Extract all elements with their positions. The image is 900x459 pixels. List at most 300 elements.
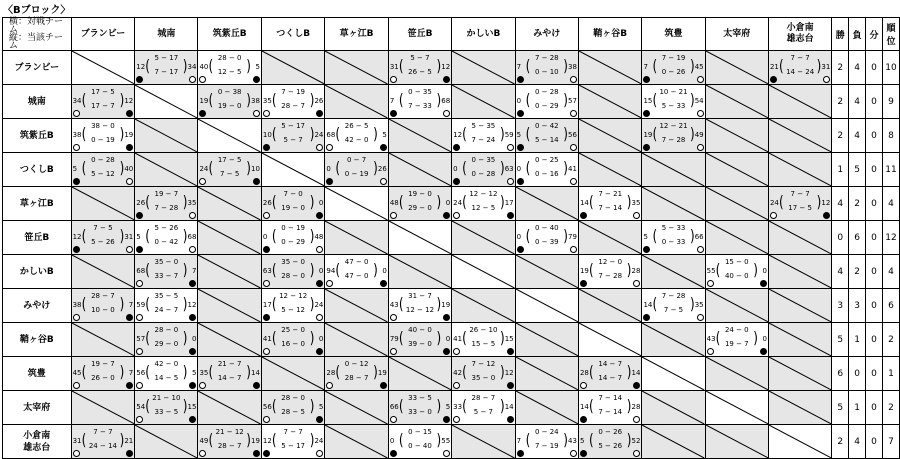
- match-cell: [705, 323, 768, 357]
- empty-cell: [388, 153, 451, 187]
- stat-cell: 0: [832, 221, 849, 255]
- bracket-left-icon: (: [652, 226, 658, 246]
- half-score-first: 19 − 7: [91, 360, 115, 368]
- stat-cell: 2: [882, 391, 899, 425]
- bracket-right-icon: ): [119, 362, 125, 382]
- score-right: 0: [445, 335, 451, 343]
- bracket-left-icon: (: [462, 396, 467, 416]
- score-left: 56: [136, 369, 146, 377]
- empty-cell: [452, 221, 515, 255]
- half-score-second: 33 − 7: [154, 272, 179, 280]
- bracket-right-icon: ): [753, 328, 758, 348]
- score-right: 7: [128, 369, 134, 377]
- half-score-second: 0 − 42: [154, 238, 179, 246]
- half-score-second: 17 − 5: [788, 204, 812, 212]
- score-right: 43: [568, 437, 577, 445]
- diagonal-line: [706, 187, 768, 220]
- half-score-second: 28 − 0: [281, 272, 305, 280]
- bracket-left-icon: (: [145, 294, 150, 314]
- score-right: 12: [821, 199, 831, 207]
- win-circle-icon: [697, 76, 704, 83]
- win-circle-icon: [316, 314, 323, 321]
- bracket-left-icon: (: [715, 328, 721, 348]
- score-left: 12: [72, 233, 82, 241]
- empty-cell: [768, 323, 831, 357]
- score-left: 24: [453, 199, 463, 207]
- score-left: 33: [453, 403, 463, 411]
- win-circle-icon: [823, 76, 830, 83]
- diagonal-line: [706, 357, 768, 390]
- win-circle-icon: [136, 348, 143, 355]
- bracket-right-icon: ): [499, 158, 505, 178]
- column-header-stat: 順位: [882, 18, 899, 51]
- empty-cell: [71, 255, 135, 289]
- score-right: 24: [314, 131, 324, 139]
- bracket-right-icon: ): [563, 56, 568, 76]
- match-cell: [578, 425, 641, 459]
- score-left: 7: [516, 63, 522, 71]
- stat-cell: 0: [866, 357, 883, 391]
- bracket-left-icon: (: [525, 430, 531, 450]
- score-right: 35: [694, 301, 704, 309]
- diagonal-line: [579, 85, 641, 118]
- bracket-right-icon: ): [246, 362, 251, 382]
- score-left: 14: [579, 403, 589, 411]
- match-cell: [642, 119, 705, 153]
- loss-circle-icon: [507, 416, 514, 423]
- bracket-right-icon: ): [119, 294, 125, 314]
- match-cell: [578, 391, 641, 425]
- empty-cell: [198, 221, 261, 255]
- diagonal-line: [706, 153, 768, 186]
- empty-cell: [768, 255, 831, 289]
- score-left: 0: [453, 165, 458, 173]
- half-score-first: 35 − 0: [154, 258, 179, 266]
- score-left: 49: [199, 437, 209, 445]
- score-left: 68: [326, 131, 336, 139]
- bracket-left-icon: (: [398, 90, 404, 110]
- bracket-right-icon: ): [182, 396, 188, 416]
- self-cell: [515, 289, 578, 323]
- diagonal-line: [389, 357, 451, 390]
- loss-circle-icon: [453, 178, 460, 185]
- empty-cell: [325, 323, 388, 357]
- bracket-left-icon: (: [271, 90, 277, 110]
- score-left: 66: [389, 403, 399, 411]
- win-circle-icon: [263, 348, 270, 355]
- empty-cell: [768, 119, 831, 153]
- half-score-second: 5 − 12: [91, 170, 115, 178]
- diagonal-line: [325, 391, 387, 424]
- bracket-left-icon: (: [652, 90, 658, 110]
- stat-cell: 4: [832, 255, 849, 289]
- diagonal-line: [769, 221, 831, 254]
- loss-circle-icon: [126, 314, 133, 321]
- stat-cell: 4: [849, 425, 866, 459]
- table-row: [3, 289, 900, 323]
- stat-cell: 2: [832, 85, 849, 119]
- diagonal-line: [452, 85, 514, 118]
- bracket-left-icon: (: [145, 56, 150, 76]
- stat-cell: 12: [882, 221, 899, 255]
- bracket-right-icon: ): [626, 396, 632, 416]
- bracket-right-icon: ): [182, 226, 188, 246]
- loss-circle-icon: [443, 348, 450, 355]
- loss-circle-icon: [517, 76, 524, 83]
- bracket-left-icon: (: [335, 124, 341, 144]
- column-header-stat: 勝: [832, 18, 849, 51]
- half-score-second: 14 − 5: [154, 374, 179, 382]
- score-left: 17: [262, 301, 272, 309]
- match-cell: [515, 153, 578, 187]
- score-right: 19: [377, 369, 387, 377]
- bracket-left-icon: (: [462, 362, 467, 382]
- win-circle-icon: [189, 212, 196, 219]
- table-row: [3, 51, 900, 85]
- bracket-right-icon: ): [119, 90, 125, 110]
- bracket-right-icon: ): [182, 260, 188, 280]
- loss-circle-icon: [643, 314, 650, 321]
- score-left: 5: [516, 131, 522, 139]
- empty-cell: [325, 289, 388, 323]
- score-left: 28: [579, 369, 589, 377]
- win-circle-icon: [453, 416, 460, 423]
- stat-cell: 0: [866, 425, 883, 459]
- half-score-second: 7 − 19: [534, 442, 559, 450]
- win-circle-icon: [707, 280, 714, 287]
- half-score-second: 14 − 7: [217, 374, 242, 382]
- match-cell: [261, 391, 324, 425]
- diagonal-line: [135, 119, 197, 152]
- row-header-team: 鞘ヶ谷B: [3, 323, 72, 357]
- bracket-left-icon: (: [652, 56, 658, 76]
- match-cell: [261, 85, 324, 119]
- diagonal-line: [198, 255, 260, 288]
- half-score-second: 35 − 0: [471, 374, 496, 382]
- bracket-right-icon: ): [499, 396, 505, 416]
- loss-circle-icon: [580, 212, 587, 219]
- empty-cell: [578, 221, 641, 255]
- bracket-left-icon: (: [271, 328, 277, 348]
- half-score-second: 0 − 16: [534, 170, 559, 178]
- bracket-right-icon: ): [689, 226, 695, 246]
- score-left: 55: [706, 267, 716, 275]
- bracket-right-icon: ): [816, 56, 822, 76]
- half-score-second: 5 − 17: [281, 442, 305, 450]
- loss-circle-icon: [507, 348, 514, 355]
- loss-circle-icon: [770, 76, 777, 83]
- bracket-left-icon: (: [525, 158, 531, 178]
- score-left: 12: [453, 131, 463, 139]
- win-circle-icon: [253, 110, 260, 117]
- loss-circle-icon: [189, 280, 196, 287]
- diagonal-line: [198, 391, 260, 424]
- score-left: 5: [643, 233, 648, 241]
- loss-circle-icon: [126, 450, 133, 457]
- self-cell: [261, 153, 324, 187]
- win-circle-icon: [570, 110, 577, 117]
- score-right: 19: [124, 131, 134, 139]
- bracket-left-icon: (: [271, 294, 277, 314]
- bracket-left-icon: (: [525, 90, 531, 110]
- score-right: 52: [631, 437, 641, 445]
- match-cell: [452, 119, 515, 153]
- stat-cell: 1: [882, 357, 899, 391]
- score-right: 5: [255, 63, 260, 71]
- win-circle-icon: [136, 416, 143, 423]
- diagonal-line: [642, 153, 704, 186]
- diagonal-line: [198, 323, 260, 356]
- score-right: 0: [382, 267, 387, 275]
- win-circle-icon: [199, 382, 206, 389]
- stat-cell: 5: [832, 391, 849, 425]
- win-circle-icon: [136, 280, 143, 287]
- win-circle-icon: [697, 246, 704, 253]
- win-circle-icon: [199, 76, 206, 83]
- half-score-first: 0 − 28: [534, 88, 559, 96]
- diagonal-line: [325, 85, 387, 118]
- score-left: 59: [136, 301, 146, 309]
- bracket-right-icon: ): [119, 430, 125, 450]
- empty-cell: [768, 153, 831, 187]
- half-score-second: 7 − 28: [154, 204, 179, 212]
- score-right: 28: [631, 403, 641, 411]
- match-cell: [135, 187, 198, 221]
- half-score-first: 0 − 40: [534, 224, 559, 232]
- score-right: 31: [124, 233, 134, 241]
- diagonal-line: [579, 221, 641, 254]
- win-circle-icon: [570, 178, 577, 185]
- empty-cell: [642, 323, 705, 357]
- score-right: 0: [318, 335, 324, 343]
- match-cell: [515, 119, 578, 153]
- diagonal-line: [706, 85, 768, 118]
- half-score-first: 0 − 25: [534, 156, 559, 164]
- win-circle-icon: [326, 280, 333, 287]
- score-right: 12: [187, 301, 197, 309]
- score-left: 31: [389, 63, 399, 71]
- stat-cell: 2: [849, 255, 866, 289]
- bracket-right-icon: ): [563, 430, 568, 450]
- bracket-left-icon: (: [208, 56, 214, 76]
- loss-circle-icon: [253, 450, 260, 457]
- loss-circle-icon: [263, 144, 270, 151]
- bracket-left-icon: (: [271, 124, 277, 144]
- score-right: 35: [631, 199, 641, 207]
- bracket-left-icon: (: [208, 158, 214, 178]
- stat-cell: 11: [882, 153, 899, 187]
- empty-cell: [705, 289, 768, 323]
- diagonal-line: [642, 187, 704, 220]
- diagonal-line: [452, 425, 514, 458]
- half-score-first: 0 − 15: [408, 428, 432, 436]
- half-score-second: 0 − 26: [661, 68, 686, 76]
- score-right: 14: [250, 369, 260, 377]
- bracket-right-icon: ): [119, 158, 125, 178]
- bracket-right-icon: ): [626, 260, 632, 280]
- empty-cell: [768, 357, 831, 391]
- win-circle-icon: [73, 144, 80, 151]
- half-score-first: 7 − 28: [534, 54, 559, 62]
- bracket-left-icon: (: [398, 56, 404, 76]
- bracket-right-icon: ): [246, 158, 251, 178]
- loss-circle-icon: [443, 314, 450, 321]
- win-circle-icon: [263, 280, 270, 287]
- score-left: 34: [72, 97, 82, 105]
- score-left: 0: [389, 437, 395, 445]
- loss-circle-icon: [517, 246, 524, 253]
- half-score-first: 7 − 28: [661, 292, 686, 300]
- loss-circle-icon: [253, 178, 260, 185]
- diagonal-line: [769, 357, 831, 390]
- half-score-second: 33 − 5: [154, 408, 179, 416]
- diagonal-line: [452, 221, 514, 254]
- half-score-second: 0 − 40: [408, 442, 432, 450]
- half-score-second: 12 − 5: [217, 68, 242, 76]
- self-cell: [198, 119, 261, 153]
- diagonal-line: [325, 289, 387, 322]
- match-cell: [135, 51, 198, 85]
- score-left: 19: [579, 267, 589, 275]
- loss-circle-icon: [517, 450, 524, 457]
- win-circle-icon: [443, 450, 450, 457]
- half-score-second: 28 − 7: [217, 442, 242, 450]
- diagonal-line: [325, 323, 387, 356]
- empty-cell: [642, 153, 705, 187]
- column-header-team: 鞘ヶ谷B: [578, 18, 641, 51]
- stat-cell: 5: [849, 153, 866, 187]
- bracket-left-icon: (: [81, 362, 87, 382]
- win-circle-icon: [453, 212, 460, 219]
- stat-cell: 6: [882, 289, 899, 323]
- score-right: 0: [762, 267, 767, 275]
- match-cell: [198, 357, 261, 391]
- table-row: [3, 85, 900, 119]
- score-left: 68: [136, 267, 146, 275]
- diagonal-line: [579, 51, 641, 84]
- half-score-second: 19 − 0: [217, 102, 242, 110]
- empty-cell: [515, 391, 578, 425]
- match-cell: [198, 51, 261, 85]
- score-left: 7: [643, 63, 648, 71]
- table-row: [3, 323, 900, 357]
- score-right: 68: [187, 233, 197, 241]
- half-score-second: 0 − 19: [91, 136, 115, 144]
- diagonal-line: [452, 255, 514, 288]
- bracket-left-icon: (: [588, 362, 594, 382]
- score-left: 56: [262, 403, 272, 411]
- column-header-stat: 負: [849, 18, 866, 51]
- diagonal-line: [769, 119, 831, 152]
- loss-circle-icon: [580, 280, 587, 287]
- match-cell: [135, 323, 198, 357]
- half-score-first: 25 − 0: [281, 326, 305, 334]
- match-cell: [135, 289, 198, 323]
- loss-circle-icon: [316, 212, 323, 219]
- half-score-first: 7 − 7: [93, 428, 113, 436]
- diagonal-line: [769, 323, 831, 356]
- score-left: 41: [262, 335, 272, 343]
- loss-circle-icon: [390, 450, 397, 457]
- match-cell: [198, 85, 261, 119]
- score-left: 5: [579, 437, 585, 445]
- stat-cell: 0: [849, 357, 866, 391]
- bracket-right-icon: ): [309, 90, 315, 110]
- score-right: 49: [694, 131, 704, 139]
- bracket-left-icon: (: [271, 396, 277, 416]
- bracket-right-icon: ): [689, 294, 695, 314]
- half-score-second: 42 − 0: [344, 136, 369, 144]
- diagonal-line: [642, 323, 704, 356]
- win-circle-icon: [390, 416, 397, 423]
- half-score-first: 5 − 33: [661, 224, 686, 232]
- bracket-right-icon: ): [246, 430, 251, 450]
- stat-cell: 3: [849, 289, 866, 323]
- half-score-first: 0 − 19: [281, 224, 305, 232]
- half-score-first: 7 − 12: [471, 360, 496, 368]
- half-score-first: 26 − 5: [344, 122, 369, 130]
- half-score-first: 7 − 7: [790, 54, 810, 62]
- win-circle-icon: [570, 144, 577, 151]
- win-circle-icon: [316, 246, 323, 253]
- half-score-second: 29 − 0: [408, 204, 432, 212]
- half-score-first: 12 − 12: [279, 292, 308, 300]
- match-cell: [71, 221, 135, 255]
- diagonal-line: [769, 255, 831, 288]
- bracket-left-icon: (: [145, 396, 150, 416]
- win-circle-icon: [697, 110, 704, 117]
- half-score-second: 7 − 14: [598, 204, 623, 212]
- match-cell: [515, 51, 578, 85]
- match-cell: [71, 153, 135, 187]
- win-circle-icon: [326, 144, 333, 151]
- bracket-left-icon: (: [145, 226, 150, 246]
- row-header-team: 城南: [3, 85, 72, 119]
- score-right: 0: [318, 199, 324, 207]
- win-circle-icon: [697, 314, 704, 321]
- diagonal-line: [262, 51, 324, 84]
- half-score-first: 7 − 7: [283, 428, 303, 436]
- score-left: 0: [326, 165, 331, 173]
- diagonal-line: [325, 221, 387, 254]
- empty-cell: [261, 51, 324, 85]
- table-row: [3, 255, 900, 289]
- diagonal-line: [516, 323, 578, 356]
- half-score-second: 24 − 14: [88, 442, 117, 450]
- half-score-first: 0 − 12: [344, 360, 369, 368]
- column-header-team: 小倉南 雄志台: [768, 18, 831, 51]
- bracket-left-icon: (: [398, 430, 404, 450]
- win-circle-icon: [263, 110, 270, 117]
- score-left: 43: [706, 335, 716, 343]
- score-right: 41: [568, 165, 577, 173]
- loss-circle-icon: [760, 280, 767, 287]
- diagonal-line: [706, 391, 768, 424]
- half-score-first: 42 − 0: [154, 360, 179, 368]
- half-score-second: 0 − 19: [344, 170, 369, 178]
- empty-cell: [705, 51, 768, 85]
- empty-cell: [705, 119, 768, 153]
- empty-cell: [768, 391, 831, 425]
- bracket-left-icon: (: [145, 192, 150, 212]
- diagonal-line: [579, 153, 641, 186]
- score-right: 66: [694, 233, 704, 241]
- half-score-second: 0 − 28: [471, 170, 496, 178]
- diagonal-line: [642, 391, 704, 424]
- stat-cell: 2: [849, 187, 866, 221]
- column-header-team: みやけ: [515, 18, 578, 51]
- stat-cell: 0: [866, 391, 883, 425]
